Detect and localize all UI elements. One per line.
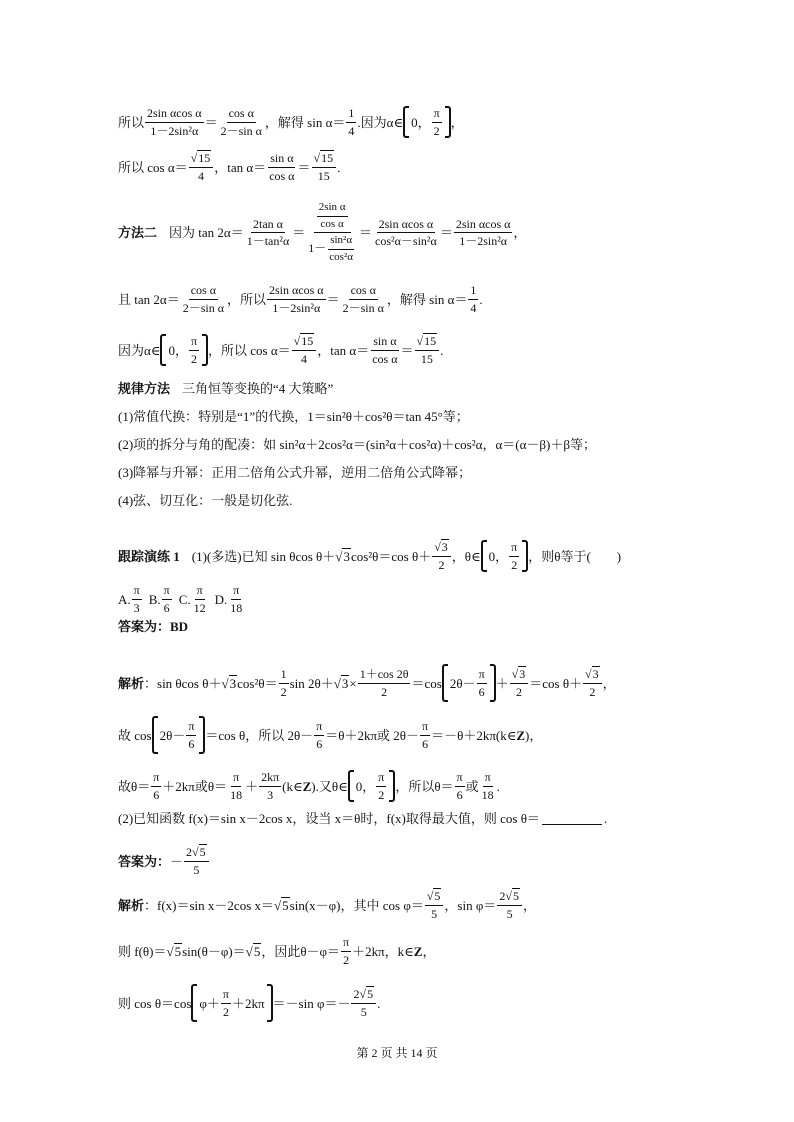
text: 所以 — [118, 114, 145, 130]
rule-3: (3)降幂与升幂：正用二倍角公式升幂，逆用二倍角公式降幂； — [118, 465, 472, 480]
method-2-label: 方法二 — [118, 225, 158, 241]
rule-1: (1)常值代换：特别是“1”的代换，1＝sin²θ＋cos²θ＝tan 45°等； — [118, 409, 469, 424]
compound-fraction: $\frac{\text{2sin α}}{\text{cos α}}$ 1－ $\frac{\text{sin²α}}{\text{cos²α}}$ — [308, 201, 354, 263]
analysis-b2: 则 f(θ)＝ √5 sin(θ－φ)＝ √5 ，因此θ－φ＝ $\frac{\pi}{2}$ ＋2kπ，k∈ Z ， — [118, 935, 436, 967]
fraction: $\frac{\text{2sin αcos α}}{\text{1－2sin²α}}$ — [147, 105, 202, 138]
answer-1: 答案为： BD — [118, 619, 189, 634]
analysis-3: 故θ＝ $\frac{\pi}{6}$ ＋2kπ或θ＝ $\frac{\pi}{18}$ ＋ $\frac{2k\pi}{3}$ (k∈ Z ).又θ∈ 0， $\frac{\pi}{2}$ ，所以θ＝ $\frac{\pi}{6}$ 或 $\frac{\pi}{18}$ . — [118, 769, 500, 802]
line-4: 且 tan 2α＝ $\frac{\text{cos α}}{\text{2－sin α}}$ ，所以 $\frac{\text{2sin αcos α}}{\text{1－2sin²α}}$ ＝ $\frac{\text{cos α}}{\text{2－sin α}}$ ，解得 sin α＝ $\frac{1}{4}$ . — [118, 283, 483, 315]
question-2: (2)已知函数 f(x)＝sin x－2cos x，设当 x＝θ时，f(x)取得最大值，则 cos θ＝ . — [118, 811, 608, 826]
page-footer: 第 2 页 共 14 页 — [356, 1046, 438, 1060]
rule-4: (4)弦、切互化：一般是切化弦. — [118, 493, 293, 508]
analysis-b1: 解析 ：f(x)＝sin x－2cos x＝ √5 sin(x－φ)，其中 cos φ＝ $\frac{√5}{5}$ ，sin φ＝ $\frac{2√5}{5}$ ， — [118, 889, 536, 921]
interval: 0， $\frac{\pi}{2}$ — [403, 106, 451, 138]
analysis-1: 解析 ：sin θcos θ＋ √3 cos²θ＝ $\frac{1}{2}$ sin 2θ＋ √3 × $\frac{1+\cos 2\theta}{2}$ ＝cos 2θ－ $\frac{\pi}{6}$ ＋ $\frac{√3}{2}$ ＝cos θ＋ $\frac{√3}{2}$ ， — [118, 664, 698, 702]
analysis-2: 故 cos 2θ－ $\frac{\pi}{6}$ ＝cos θ，所以 2θ－ $\frac{\pi}{6}$ ＝θ＋2kπ或 2θ－ $\frac{\pi}{6}$ ＝－θ＋2kπ(k∈ Z )， — [118, 716, 698, 754]
answer-blank — [542, 812, 602, 825]
options-line: A. $\frac{\pi}{3}$ B. $\frac{\pi}{6}$ C. $\frac{\pi}{12}$ D. $\frac{\pi}{18}$ — [118, 583, 243, 615]
answer-2: 答案为： － $\frac{2√5}{5}$ — [118, 846, 698, 876]
fraction: $\frac{1}{4}$ — [348, 105, 355, 138]
rule-2: (2)项的拆分与角的配凑：如 sin²α＋2cos²α＝(sin²α＋cos²α)＋cos²α，α＝(α－β)＋β等； — [118, 437, 596, 452]
line-1: 所以 $\frac{\text{2sin αcos α}}{\text{1－2sin²α}}$ ＝ $\frac{\text{cos α}}{\text{2－sin α}}$ ，解得 sin α＝ $\frac{1}{4}$ .因为α∈ 0， $\frac{\pi}{2}$ ， — [118, 105, 464, 138]
line-2: 所以 cos α＝ $\frac{√15}{4}$ ，tan α＝ $\frac{\text{sin α}}{\text{cos α}}$ ＝ $\frac{√15}{15}$ . — [118, 151, 341, 183]
practice-question-1: 跟踪演练 1 (1)(多选)已知 sin θcos θ＋ √3 cos²θ＝cos θ＋ $\frac{√3}{2}$ ，θ∈ 0， $\frac{\pi}{2}$ ，则θ等于( ) — [118, 539, 622, 572]
analysis-b3: 则 cos θ＝cos φ＋ $\frac{\pi}{2}$ ＋2kπ ＝－sin φ＝－ $\frac{2√5}{5}$ . — [118, 984, 698, 1022]
fraction: $\frac{\text{cos α}}{\text{2－sin α}}$ — [220, 105, 262, 138]
line-5: 因为α∈ 0， $\frac{\pi}{2}$ ，所以 cos α＝ $\frac{√15}{4}$ ，tan α＝ $\frac{\text{sin α}}{\text{cos α}}$ ＝ $\frac{√15}{15}$ . — [118, 333, 444, 366]
rule-heading: 规律方法 三角恒等变换的“4 大策略” — [118, 381, 334, 396]
method-2-line: 方法二 因为 tan 2α＝ $\frac{\text{2tan α}}{\text{1－tan²α}}$ ＝ $\frac{\text{2sin α}}{\text{cos α}}$ 1－ $\frac{\text{sin²α}}{\text{cos²α}}$ ＝ $\frac{\text{2sin αcos α}}{\text{cos²α－sin²α}}$ ＝ $\frac{\text{2sin αcos α}}{\text{1－2sin²α}}$ ， — [118, 201, 527, 263]
